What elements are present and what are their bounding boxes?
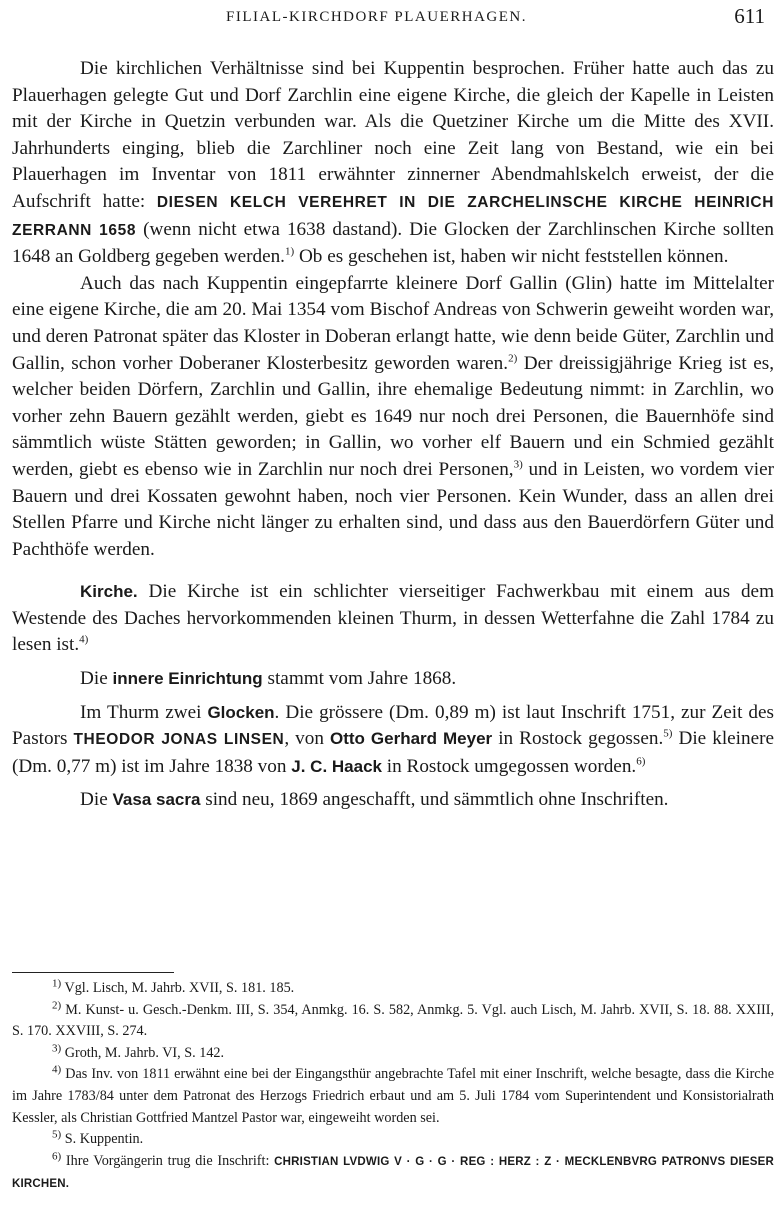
footnote-ref: 3) [513,458,523,471]
paragraph-kirche: Kirche. Die Kirche ist ein schlichter vierseitiger Fachwerkbau mit einem aus dem Westende des Daches hervorkommenden kleinen Thurm, in dessen Wetterfahne die Zahl 1784 zu lesen ist.$^{4)}$ [12,581,774,656]
footnote: $^{5)}$ S. Kuppentin. [52,1128,144,1148]
running-title: FILIAL-KIRCHDORF PLAUERHAGEN. [226,9,527,25]
paragraph-gallin: Auch das nach Kuppentin eingepfarrte kleinere Dorf Gallin (Glin) hatte im Mittelalter eine eigene Kirche, die am 20. Mai 1354 vom Bischof Andreas von Schwerin geweiht worden war, und deren Patronat später das Kloster in Doberan erlangt hatte, wie denn beide Güter, Zarchlin und Gallin, schon vorher Doberaner Klosterbesitz geworden waren.$^{2)}$ Der dreissigjährige Krieg ist es, welcher beiden Dörfern, Zarchlin und Gallin, ihre ehemalige Bedeutung nimmt: in Zarchlin, wo vorher zehn Bauern gezählt werden, giebt es 1649 nur noch drei Personen, die Bauernhöfe sind sämmtlich wüste Stätten geworden; in Gallin, wo vorher elf Bauern und ein Schmied gezählt werden, giebt es ebenso wie in Zarchlin nur noch drei Personen,$^{3)}$ und in Leisten, wo vordem vier Bauern und drei Kossaten gewohnt haben, noch vier Personen. Kein Wunder, dass an allen drei Stellen Pfarre und Kirche nicht länger zu erhalten sind, und dass aus den Bauerdörfern Güter und Pachthöfe werden. [12,272,775,560]
running-header [0,4,783,30]
footnote: $^{4)}$ Das Inv. von 1811 erwähnt eine bei der Eingangsthür angebrachte Tafel mit einer Inschrift, welche besagte, dass die Kirche im Jahre 1783/84 unter dem Patronat des Herzogs Friedrich erbaut und am 5. Juli 1784 vom Superintendent und Konsistorialrath Kessler, als Christian Gottfried Mantzel Pastor war, eingeweiht worden sei. [12,1063,774,1126]
founder-name: J. C. Haack [291,756,382,776]
footnote-ref: 1) [284,245,295,258]
footnote-ref: 6) [636,755,646,768]
chalice-inscription: DIESEN KELCH VEREHRET IN DIE ZARCHELINSCHE KIRCHE HEINRICH ZERRANN 1658 [12,193,774,239]
footnote: $^{1)}$ Vgl. Lisch, M. Jahrb. XVII, S. 181. 185. [52,977,295,996]
paragraph-vasa-sacra: Die Vasa sacra sind neu, 1869 angeschafft, und sämmtlich ohne Inschriften. [80,789,669,811]
term-vasa-sacra: Vasa sacra [112,790,201,810]
bell-inscription: CHRISTIAN LVDWIG V · G · G · REG : HERZ : Z · MECKLENBVRG PATRONVS DIESER KIRCHEN. [12,1155,774,1191]
paragraph-glocken: Im Thurm zwei Glocken. Die grössere (Dm. 0,89 m) ist laut Inschrift 1751, zur Zeit des Pastors THEODOR JONAS LINSEN, von Otto Gerhard Meyer in Rostock gegossen.$^{5)}$ Die kleinere (Dm. 0,77 m) ist im Jahre 1838 von J. C. Haack in Rostock umgegossen worden.$^{6)}$ [12,701,775,777]
pastor-name: THEODOR JONAS LINSEN [73,731,285,749]
footnote-ref: 5) [663,727,673,740]
footnote: $^{2)}$ M. Kunst- u. Gesch.-Denkm. III, S. 354, Anmkg. 16. S. 582, Anmkg. 5. Vgl. auch Lisch, M. Jahrb. XVII, S. 18. 88. XXIII, S. 170. XXVIII, S. 274. [12,998,774,1040]
term-glocken: Glocken [207,702,275,722]
page-number: 611 [734,4,765,28]
founder-name: Otto Gerhard Meyer [330,729,493,749]
footnote-ref: 2) [508,352,518,365]
paragraph-einrichtung: Die innere Einrichtung stammt vom Jahre 1868. [80,668,457,690]
footnote-ref: 4) [79,634,89,647]
footnote: $^{6)}$ Ihre Vorgängerin trug die Inschrift: CHRISTIAN LVDWIG V · G · G · REG : HERZ : Z · MECKLENBVRG PATRONVS DIESER KIRCHEN. [12,1150,774,1191]
term-innere-einrichtung: innere Einrichtung [112,669,263,689]
section-heading-kirche: Kirche. [80,582,138,602]
body-text [12,56,774,814]
footnote: $^{3)}$ Groth, M. Jahrb. VI, S. 142. [52,1042,225,1061]
paragraph-intro: Die kirchlichen Verhältnisse sind bei Kuppentin besprochen. Früher hatte auch das zu Plauerhagen gelegte Gut und Dorf Zarchlin eine eigene Kirche, die gleich der Kapelle in Leisten mit der Kirche in Quetzin verbunden war. Als die Quetziner Kirche um die Mitte des XVII. Jahrhunderts einging, blieb die Zarchliner noch eine Zeit lang von Bestand, wie ein bei Plauerhagen im Inventar von 1811 erwähnter zinnerner Abendmahlskelch erweist, der die Aufschrift hatte: DIESEN KELCH VEREHRET IN DIE ZARCHELINSCHE KIRCHE HEINRICH ZERRANN 1658 (wenn nicht etwa 1638 dastand). Die Glocken der Zarchlinschen Kirche sollten 1648 an Goldberg gegeben werden.$^{1)}$ Ob es geschehen ist, haben wir nicht feststellen können. [12,58,774,268]
footnote-divider [12,972,174,973]
footnotes [12,978,774,1196]
